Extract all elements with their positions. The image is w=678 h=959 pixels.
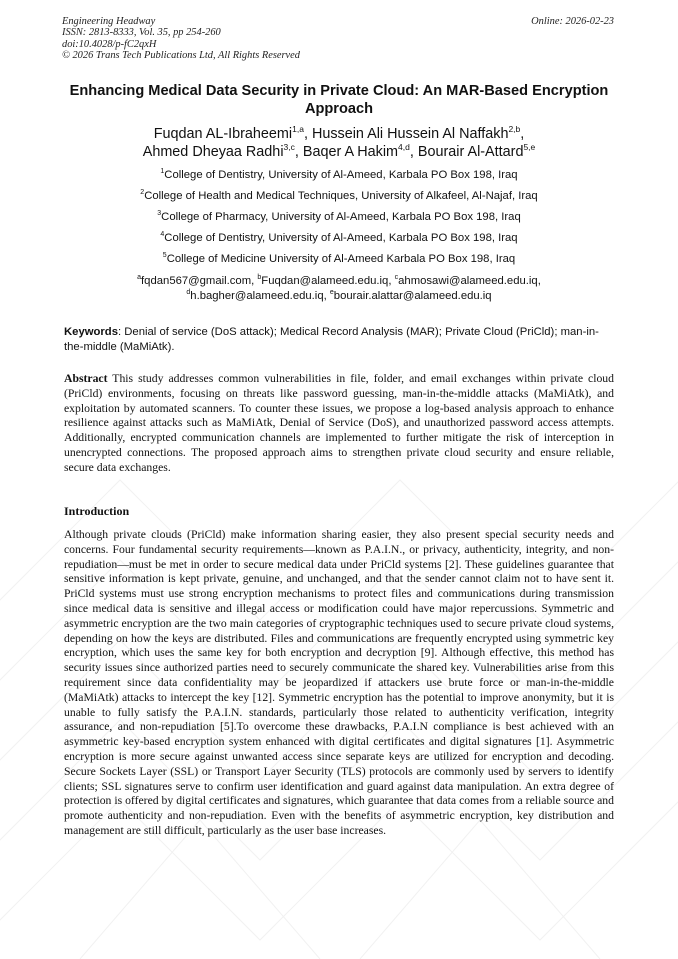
email-link[interactable]: fqdan567@gmail.com: [141, 275, 252, 287]
email-sup: b: [257, 274, 262, 282]
affiliation-text: College of Dentistry, University of Al-Ameed, Karbala PO Box 198, Iraq: [164, 232, 518, 244]
introduction-body: Although private clouds (PriCld) make information sharing easier, they also present special security needs and concerns. Four fundamental security requirements—known as P.A.I.N., or privacy, authenticity, integrity, and non-repudiation—must be met in order to secure medical data under PriCld systems [2]. These guidelines guarantee that sensitive information is kept private, genuine, and unchanged, and that the sender cannot claim not to have sent it. PriCld systems must use strong encryption mechanisms to protect files and communications during transmission since medical data is sensitive and illegal access or modification could have major repercussions. Symmetric and asymmetric encryption are the two main categories of cryptographic techniques used to secure private cloud systems, depending on how the keys are distributed. Files and communications are frequently encrypted using symmetric key encryption, which uses the same key for both encryption and decryption [9]. Although effective, this method has security issues since authorized parties need to securely communicate the shared key. Vulnerabilities arise from this requirement since data confidentiality may be jeopardized if attackers use brute force or man-in-the-middle (MaMiAtk) attacks to intercept the key [12]. Symmetric encryption has the potential to improve anonymity, but it is unable to fully satisfy the P.A.I.N. standards, particularly those related to authenticity verification, integrity assurance, and non-repudiation [5].To overcome these drawbacks, P.A.I.N compliance is best achieved with an asymmetric key-based encryption system enhanced with digital certificates and digital signatures [1]. Asymmetric encryption is more secure against unwanted access since separate keys are utilized for encryption and decoding. Secure Sockets Layer (SSL) or Transport Layer Security (TLS) protocols are commonly used by servers to identify clients; SSL signatures serve to confirm user identification and guard against data manipulation. An extra degree of protection is offered by digital certificates and signatures, which guarantee that data comes from a reliable source and promote authenticity and non-repudiation. Even with the benefits of asymmetric encryption, key distribution and management are still difficult, particularly as the user base increases.: [64, 528, 614, 837]
affiliation: [62, 231, 616, 245]
keywords-text: : Denial of service (DoS attack); Medical Record Analysis (MAR); Private Cloud (PriCld); man-in-the-middle (MaMiAtk).: [64, 326, 599, 353]
author-sep: ,: [409, 144, 418, 160]
journal-issn: ISSN: 2813-8333, Vol. 35, pp 254-260: [62, 27, 221, 39]
abstract-label: Abstract: [64, 372, 108, 385]
journal-copyright: © 2026 Trans Tech Publications Ltd, All Rights Reserved: [62, 50, 300, 62]
affiliation: [62, 189, 616, 203]
affiliation-num: 5: [162, 252, 167, 260]
email-link[interactable]: h.bagher@alameed.edu.iq: [190, 289, 324, 302]
affiliation: [62, 168, 616, 182]
email-sep: ,: [388, 275, 395, 287]
affiliation-num: 2: [140, 189, 145, 197]
email-link[interactable]: Fuqdan@alameed.edu.iq: [261, 275, 389, 287]
affiliation-num: 1: [160, 168, 165, 176]
author-sup: 5,e: [523, 142, 536, 153]
affiliation-text: College of Health and Medical Techniques, University of Alkafeel, Al-Najaf, Iraq: [144, 190, 538, 202]
email-sep: ,: [323, 289, 330, 302]
author-name: Fuqdan AL-Ibraheemi: [153, 126, 293, 142]
affiliation: [62, 210, 616, 224]
email-sup: d: [186, 288, 191, 296]
author-name: Ahmed Dheyaa Radhi: [142, 144, 284, 160]
affiliation-text: College of Pharmacy, University of Al-Ameed, Karbala PO Box 198, Iraq: [161, 211, 521, 223]
affiliation-text: College of Dentistry, University of Al-Ameed, Karbala PO Box 198, Iraq: [164, 169, 518, 181]
affiliation-num: 3: [157, 210, 162, 218]
author-list: [62, 125, 616, 161]
email-sup: c: [394, 274, 399, 282]
author-sup: 2,b: [508, 124, 521, 135]
email-sep: ,: [251, 275, 258, 287]
affiliation-num: 4: [160, 231, 165, 239]
paper-title: Enhancing Medical Data Security in Private Cloud: An MAR-Based Encryption Approach: [69, 83, 609, 117]
author-sep: ,: [520, 126, 525, 142]
author-name: Baqer A Hakim: [302, 144, 399, 160]
author-sup: 1,a: [292, 124, 304, 135]
affiliation: [62, 252, 616, 266]
online-date: Online: 2026-02-23: [531, 16, 614, 27]
journal-name: Engineering Headway: [62, 16, 156, 27]
author-sup: 4,d: [398, 142, 410, 153]
author-name: Hussein Ali Hussein Al Naffakh: [311, 126, 509, 142]
keywords-label: Keywords: [64, 326, 118, 338]
author-sup: 3,c: [283, 142, 295, 153]
email-sup: e: [329, 288, 334, 296]
author-name: Bourair Al-Attard: [417, 144, 524, 160]
journal-header: [62, 16, 300, 62]
abstract-section: [64, 372, 614, 476]
keywords-section: [64, 325, 614, 354]
email-sup: a: [137, 274, 142, 282]
affiliation-text: College of Medicine University of Al-Ameed Karbala PO Box 198, Iraq: [166, 253, 516, 265]
email-link[interactable]: bourair.alattar@alameed.edu.iq: [333, 289, 492, 302]
author-sep: ,: [294, 144, 303, 160]
journal-doi[interactable]: doi:10.4028/p-fC2qxH: [62, 38, 157, 50]
introduction-heading: Introduction: [64, 504, 130, 518]
author-sep: ,: [303, 126, 312, 142]
email-link[interactable]: ahmosawi@alameed.edu.iq,: [398, 275, 541, 287]
abstract-text: This study addresses common vulnerabilities in file, folder, and email exchanges within private cloud (PriCld) environments, focusing on threats like password guessing, man-in-the-middle attacks (MaMiAtk), and exploitation by automated scanners. To counter these issues, we propose a log-based analysis approach to enhance resilience against attacks such as MaMiAtk, Denial of Service (DoS), and unauthorized password access attempts. Additionally, encrypted communication channels are implemented to further mitigate the risk of interception in unencrypted connections. The proposed approach aims to strengthen private cloud security and ensure reliable, secure data exchanges.: [64, 372, 614, 474]
author-emails: [62, 274, 616, 303]
